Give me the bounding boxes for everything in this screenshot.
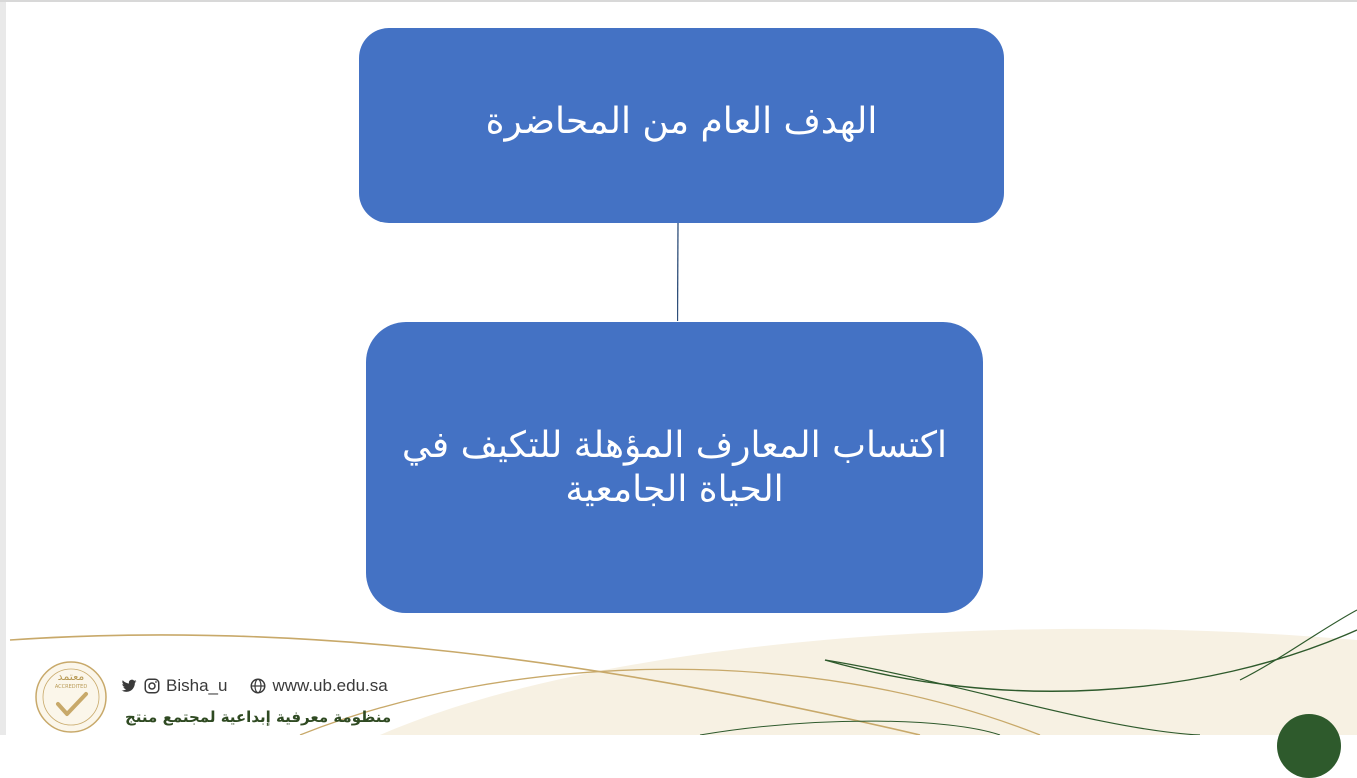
footer-contact xyxy=(120,672,388,700)
website-link[interactable]: www.ub.edu.sa xyxy=(272,676,388,695)
svg-text:معتمد: معتمد xyxy=(57,670,85,683)
goal-description-box xyxy=(366,322,983,613)
goal-heading-box xyxy=(359,28,1004,223)
social-handle[interactable]: Bisha_u xyxy=(166,676,228,695)
goal-heading-text: الهدف العام من المحاضرة xyxy=(485,101,878,142)
twitter-icon[interactable] xyxy=(120,677,138,695)
globe-icon xyxy=(249,677,267,695)
goal-description-text: اكتساب المعارف المؤهلة للتكيف في الحياة الجامعية xyxy=(401,424,948,510)
connector-line xyxy=(677,223,679,321)
slide-edge-top xyxy=(0,0,1357,2)
slide-nav-circle xyxy=(1277,714,1341,778)
instagram-icon[interactable] xyxy=(143,677,161,695)
university-tagline: منظومة معرفية إبداعية لمجتمع منتج xyxy=(125,708,392,726)
svg-text:ACCREDITED: ACCREDITED xyxy=(54,684,88,690)
accredited-seal-logo xyxy=(34,660,108,734)
